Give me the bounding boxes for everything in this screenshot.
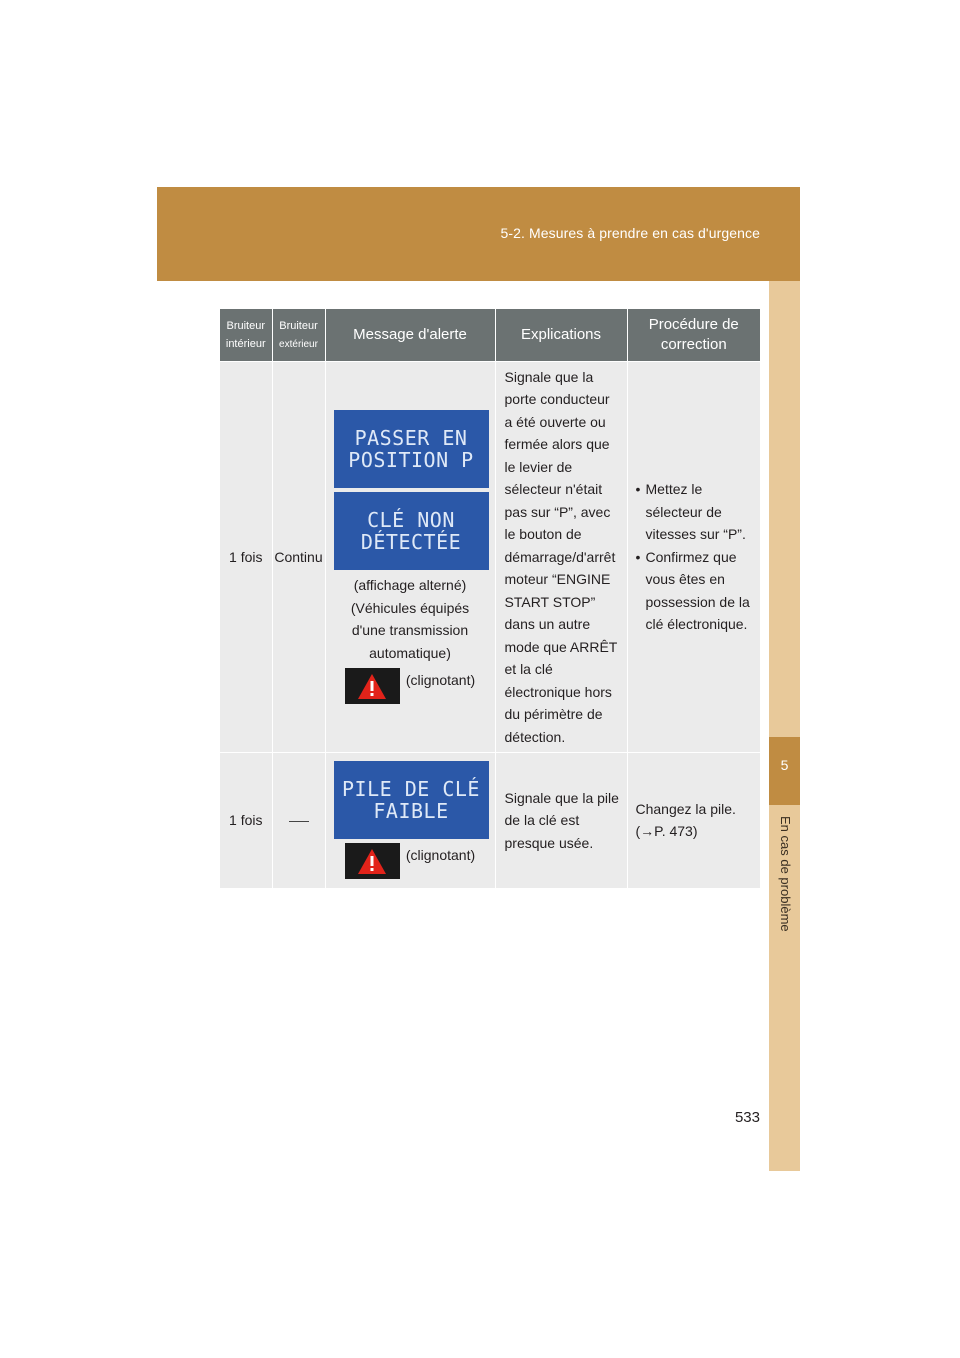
procedure-item-text: Mettez le sélecteur de vitesses sur “P”. [645,481,746,543]
row1-interior: 1 fois [220,362,272,753]
row2-procedure [627,753,760,888]
warning-triangle-icon [357,848,387,875]
bullet-dot: • [635,481,641,498]
procedure-item-text: Confirmez que vous êtes en possession de la clé électronique. [645,548,750,633]
warning-light [345,668,400,704]
warning-light [345,843,400,879]
page-reference: (→P. 473) [635,823,698,840]
header-explanations: Explications [495,309,627,362]
warning-table [220,309,760,888]
header-message: Message d'alerte [325,309,495,362]
chapter-label: En cas de problème [778,816,793,932]
warning-light-row [334,668,487,704]
lcd-line: DÉTECTÉE [360,530,462,554]
procedure-item [636,546,757,636]
row2-interior: 1 fois [220,753,272,888]
row1-message [325,362,495,753]
row2-message [325,753,495,888]
warning-light-row [334,843,487,879]
row1-explanation: Signale que la porte conducteur a été ouverte ou fermée alors que le levier de sélecteur n'était pas sur “P”, avec le bouton de démarrage/d'arrêt moteur “ENGINE START STOP” dans un autre mode que ARRÊT et la clé électronique hors du périmètre de détection. [495,362,627,753]
blink-label: (clignotant) [405,671,476,688]
lcd-line: PASSER EN [354,426,468,450]
table-row [220,362,760,753]
procedure-item [636,478,757,546]
row2-exterior [272,753,325,888]
header-interior-line1: Bruiteur [226,320,266,332]
header-exterior-line2: extérieur [279,338,318,350]
table-header-row [220,309,760,362]
section-header-band [157,187,800,281]
chapter-side-tab [769,281,800,1171]
row1-procedure [627,362,760,753]
dash-line [289,821,309,822]
display-note: (affichage alterné) (Véhicules équipés d'une transmission automatique) [350,577,470,661]
lcd-display-key-battery-low [334,761,489,839]
section-title: 5-2. Mesures à prendre en cas d'urgence [500,225,760,241]
lcd-line: POSITION P [348,448,474,472]
header-interior-line2: intérieur [225,338,266,350]
blink-label: (clignotant) [405,847,476,863]
header-exterior-buzzer [272,309,325,362]
lcd-line: PILE DE CLÉ [342,777,480,802]
row1-exterior: Continu [272,362,325,753]
header-interior-buzzer [220,309,272,362]
warning-triangle-icon [357,673,387,700]
lcd-line: FAIBLE [373,799,449,824]
procedure-text: Changez la pile. [635,800,736,817]
lcd-line: CLÉ NON [367,508,455,532]
lcd-display-shift-p [334,410,489,488]
row2-explanation: Signale que la pile de la clé est presque usée. [495,753,627,888]
page-number: 533 [734,1109,760,1126]
lcd-display-key-not-detected [334,492,489,570]
chapter-number: 5 [769,737,800,805]
header-exterior-line1: Bruiteur [279,319,318,332]
header-procedure: Procédure de correction [627,309,760,362]
table-row [220,753,760,888]
bullet-dot: • [635,548,641,565]
